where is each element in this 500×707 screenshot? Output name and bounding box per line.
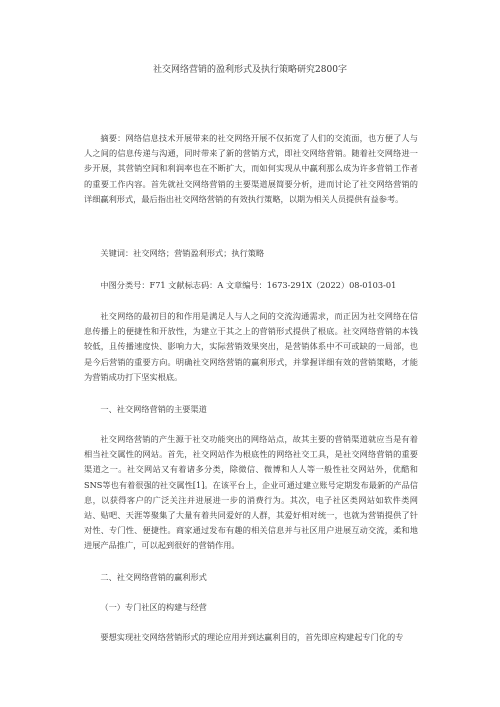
keywords-line: 关键词：社交网络；营销盈利形式；执行策略 xyxy=(100,248,265,258)
subsection-heading-1: （一）专门社区的构建与经营 xyxy=(100,602,207,612)
intro-paragraph: 社交网络的最初目的和作用是满足人与人之间的交流沟通需求，而正因为社交网络在信息传播上的便捷性和开放性，为建立于其之上的营销形式提供了根底。社交网络营销的本钱较低，且传播速度快、影响力大，实际营销效果突出，是营销体系中不可或缺的一局部，也是今后营销的重要方向。明确社交网络营销的赢利形式，并掌握详细有效的营销策略，才能为营销成功打下坚实根底。 xyxy=(84,311,418,382)
section-heading-1: 一、社交网络营销的主要渠道 xyxy=(100,404,207,414)
section-1-paragraph: 社交网络营销的产生源于社交功能突出的网络站点，故其主要的营销渠道就应当是有着相当社交属性的网站。首先，社交网站作为根底性的网络社交工具，是社交网络营销的重要渠道之一。社交网站又有着诸多分类，除微信、微博和人人等一般性社交网站外，优酷和SNS等也有着很强的社交属性[1]。在该平台上，企业可通过建立账号定期发布最新的产品信息，以获得客户的广泛关注并进展进一步的消费行为。其次，电子社区类网站如软件类网站、贴吧、天涯等聚集了大量有着共同爱好的人群，其爱好相对统一，也就为营销提供了针对性、专门性、便捷性。商家通过发布有趣的相关信息并与社区用户进展互动交流，柔和地进展产品推广，可以起到很好的营销作用。 xyxy=(84,434,418,551)
classification-line: 中图分类号：F71 文献标志码：A 文章编号：1673-291X（2022）08-0103-01 xyxy=(100,280,397,290)
section-heading-2: 二、社交网络营销的赢利形式 xyxy=(100,572,207,582)
subsection-1-paragraph: 要想实现社交网络营销形式的理论应用并到达赢利目的，首先即应构建起专门化的专 xyxy=(100,632,404,642)
abstract-paragraph: 摘要：网络信息技术开展带来的社交网络开展不仅拓宽了人们的交流面，也方便了人与人之间的信息传递与沟通，同时带来了新的营销方式，即社交网络营销。随着社交网络进一步开展，其营销空间和利润率也在不断扩大，而如何实现从中赢利那么成为许多营销工作者的重要工作内容。首先就社交网络营销的主要渠道展简要分析，进而讨论了社交网络营销的详细赢利形式，最后指出社交网络营销的有效执行策略，以期为相关人员提供有益参考。 xyxy=(84,133,418,204)
document-title: 社交网络营销的盈利形式及执行策略研究2800字 xyxy=(153,65,347,75)
